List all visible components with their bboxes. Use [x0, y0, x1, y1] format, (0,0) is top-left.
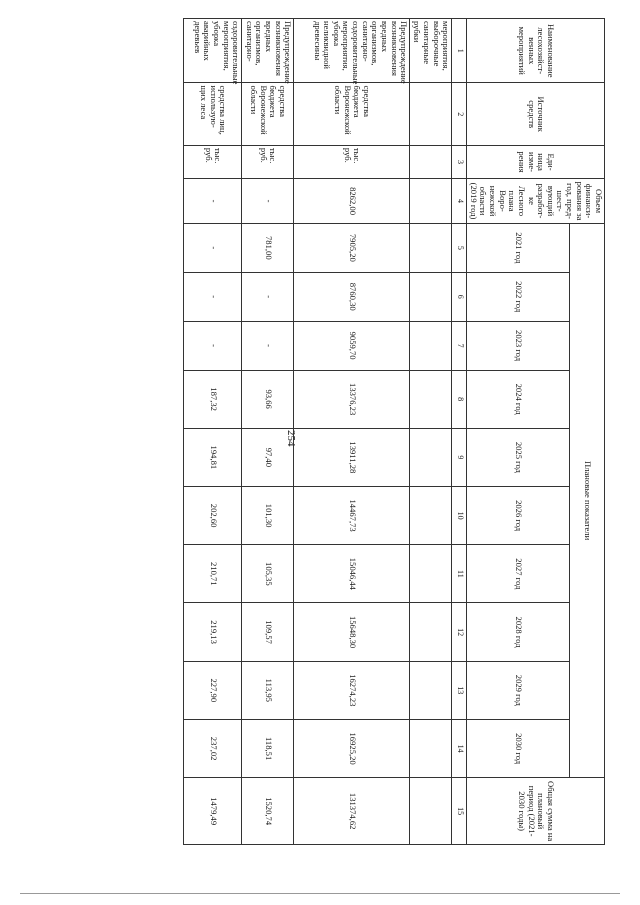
row-name: оздоровительные мероприятия, уборка аварийных деревьев	[184, 19, 242, 83]
column-index: 11	[452, 545, 467, 603]
header-year: 2024 год	[467, 370, 570, 428]
row-value	[410, 428, 452, 486]
row-unit: тыс. руб.	[242, 145, 294, 178]
column-index: 1	[452, 19, 467, 83]
row-value: 227,90	[184, 661, 242, 719]
row-volume: 8262,00	[294, 179, 410, 224]
header-source: Источник средств	[467, 83, 605, 145]
header-year: 2029 год	[467, 661, 570, 719]
row-value: 118,51	[242, 719, 294, 777]
header-volume: Объем финанси-рования за год, пред-шест-вующий разработ-ке Лесного плана Воро-нежской области (2019 год)	[467, 179, 605, 224]
row-value: 109,57	[242, 603, 294, 661]
row-value	[410, 661, 452, 719]
row-total: 131374,62	[294, 778, 410, 845]
row-total: 1520,74	[242, 778, 294, 845]
row-name: Предупреждение возникновения вредных организмов, санитарно-	[242, 19, 294, 83]
header-year: 2027 год	[467, 545, 570, 603]
page-number: 254	[285, 430, 297, 447]
table-row	[294, 19, 410, 845]
row-value: 105,35	[242, 545, 294, 603]
header-year: 2022 год	[467, 272, 570, 321]
column-index: 14	[452, 719, 467, 777]
table-row	[184, 19, 242, 845]
rotated-table-container	[192, 18, 605, 845]
column-index: 2	[452, 83, 467, 145]
row-unit: тыс. руб.	[184, 145, 242, 178]
row-value: -	[184, 223, 242, 272]
header-name: Наименование лесохозяйст-венных мероприятий	[467, 19, 605, 83]
row-value	[410, 603, 452, 661]
scan-edge-line	[20, 893, 620, 894]
row-source	[410, 83, 452, 145]
row-value: 101,30	[242, 486, 294, 544]
table-row	[242, 19, 294, 845]
table-row	[410, 19, 452, 845]
row-value: 16274,23	[294, 661, 410, 719]
row-value	[410, 272, 452, 321]
row-volume: -	[242, 179, 294, 224]
row-value: 781,00	[242, 223, 294, 272]
header-year: 2026 год	[467, 486, 570, 544]
header-total: Общая сумма на плановый период (2021-2030 годы)	[467, 778, 605, 845]
header-year: 2023 год	[467, 321, 570, 370]
column-index: 3	[452, 145, 467, 178]
row-value	[410, 486, 452, 544]
row-unit: тыс. руб.	[294, 145, 410, 178]
row-name: мероприятия, выборочные санитарные рубки	[410, 19, 452, 83]
column-index: 4	[452, 179, 467, 224]
row-value: 219,13	[184, 603, 242, 661]
column-index: 10	[452, 486, 467, 544]
row-unit	[410, 145, 452, 178]
column-index: 9	[452, 428, 467, 486]
row-value: 13911,28	[294, 428, 410, 486]
row-value: 13376,23	[294, 370, 410, 428]
row-value: 210,71	[184, 545, 242, 603]
row-value: 16925,20	[294, 719, 410, 777]
header-year: 2028 год	[467, 603, 570, 661]
row-value	[410, 719, 452, 777]
column-index: 6	[452, 272, 467, 321]
row-value: 7905,20	[294, 223, 410, 272]
row-value: -	[184, 321, 242, 370]
header-year: 2021 год	[467, 223, 570, 272]
header-year: 2025 год	[467, 428, 570, 486]
row-source: средства лиц, использую-щих леса	[184, 83, 242, 145]
header-unit: Еди-ница изме-рения	[467, 145, 605, 178]
row-total: 1479,49	[184, 778, 242, 845]
row-value	[410, 370, 452, 428]
row-value: 194,81	[184, 428, 242, 486]
row-value: -	[184, 272, 242, 321]
row-value	[410, 545, 452, 603]
row-value: 8760,30	[294, 272, 410, 321]
forest-plan-table	[183, 18, 605, 845]
column-index: 12	[452, 603, 467, 661]
row-value: 14467,73	[294, 486, 410, 544]
row-source: средства бюджета Воронежской области	[242, 83, 294, 145]
column-index: 7	[452, 321, 467, 370]
column-index: 8	[452, 370, 467, 428]
row-volume	[410, 179, 452, 224]
row-value: 202,60	[184, 486, 242, 544]
row-name: Предупреждение возникновения вредных организмов, санитарно-оздоровительные мероприятия, уборка неликвидной древесины	[294, 19, 410, 83]
row-value: 237,02	[184, 719, 242, 777]
row-value: 9059,70	[294, 321, 410, 370]
row-value: 15046,44	[294, 545, 410, 603]
row-value: 93,66	[242, 370, 294, 428]
column-index: 15	[452, 778, 467, 845]
row-value: 97,40	[242, 428, 294, 486]
row-source: средства бюджета Воронежской области	[294, 83, 410, 145]
row-value: -	[242, 272, 294, 321]
column-index: 5	[452, 223, 467, 272]
row-value: 187,32	[184, 370, 242, 428]
header-plan-group: Плановые показатели	[570, 223, 605, 777]
row-value: -	[242, 321, 294, 370]
column-index: 13	[452, 661, 467, 719]
row-value	[410, 223, 452, 272]
header-year: 2030 год	[467, 719, 570, 777]
row-value	[410, 321, 452, 370]
row-value: 15648,30	[294, 603, 410, 661]
row-total	[410, 778, 452, 845]
row-volume: -	[184, 179, 242, 224]
row-value: 113,95	[242, 661, 294, 719]
